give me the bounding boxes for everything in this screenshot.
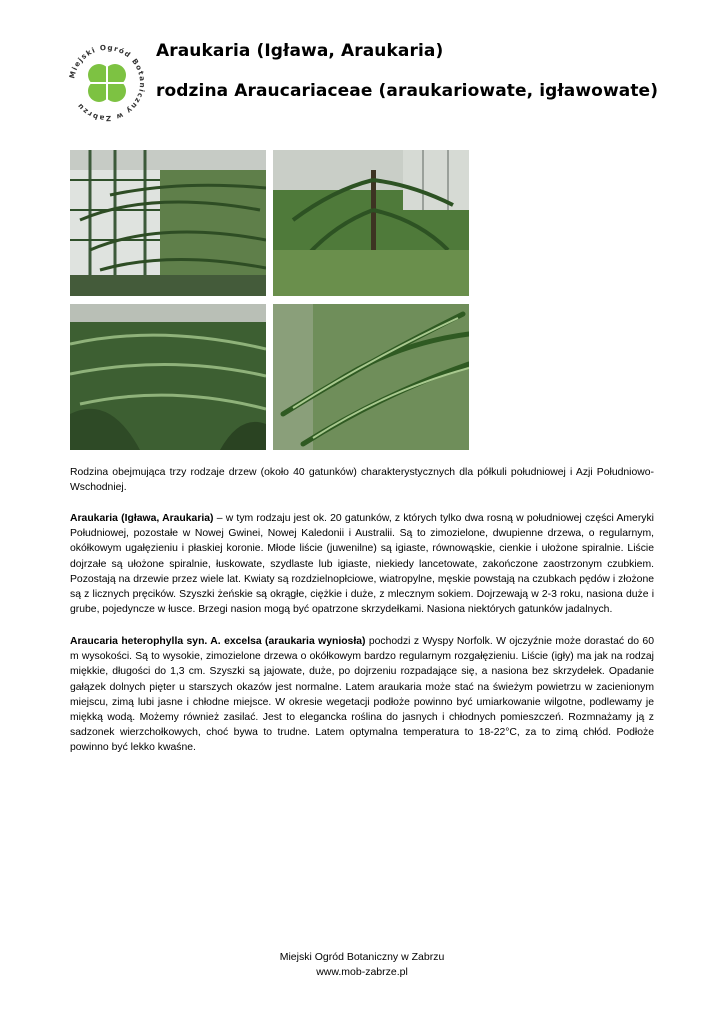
genus-lead: Araukaria (Igława, Araukaria) bbox=[70, 513, 214, 524]
page-subtitle: rodzina Araucariaceae (araukariowate, igławowate) bbox=[156, 81, 659, 101]
intro-text: Rodzina obejmująca trzy rodzaje drzew (około 40 gatunków) charakterystycznych dla półkuli południowej i Azji Południowo-Wschodniej. bbox=[70, 467, 654, 494]
araucaria-photo-tree bbox=[273, 150, 469, 296]
page-title: Araukaria (Igława, Araukaria) bbox=[156, 41, 444, 61]
genus-text: – w tym rodzaju jest ok. 20 gatunków, z których tylko dwa rosną w południowej części Ameryki Południowej, pozostałe w Nowej Gwinei, Nowej Kaledonii i Australii. Są to zimozielone, dwupienne drzewa, o regularnym, okółkowym ugałęzieniu i płaskiej koronie. Młode liście (juwenilne) są igiaste, równowąskie, cienkie i ułożone spiralnie. Liście dojrzałe są ułożone spiralnie, łuskowate, szydlaste lub igiaste, niekiedy lancetowate, zakończone zaostrzonym czubkiem. Pozostają na drzewie przez wiele lat. Kwiaty są rozdzielnopłciowe, wiatropylne, męskie powstają na czubkach pędów i złożone są z licznych pręcików. Szyszki żeńskie są okrągłe, ciężkie i duże, z mlecznym sokiem. Dojrzewają w 2-3 roku, nasiona duże i grube, pojedyncze w łusce. Brzegi nasion mogą być opatrzone skrzydełkami. Nasiona niektórych gatunków jadalnych. bbox=[70, 513, 654, 616]
species-lead: Araucaria heterophylla syn. A. excelsa (araukaria wyniosła) bbox=[70, 636, 366, 647]
species-paragraph bbox=[70, 634, 654, 756]
araucaria-photo-branches bbox=[70, 304, 266, 450]
intro-paragraph bbox=[70, 465, 654, 495]
species-text: pochodzi z Wyspy Norfolk. W ojczyźnie może dorastać do 60 m wysokości. Są to wysokie, zimozielone drzewa o okółkowym bardzo regularnym rozgałęzieniu. Liście (igły) ma jak na rodzaj miękkie, długości do 1,3 cm. Szyszki są jajowate, duże, po dojrzeniu rozpadające się, a nasiona bez skrzydełek. Opadanie gałązek dolnych pięter u starszych okazów jest normalne. Latem araukaria może stać na świeżym powietrzu w zacienionym miejscu, zimą lubi jasne i chłodne miejsce. W okresie wegetacji podłoże powinno być umiarkowanie wilgotne, podlewamy je miękką wodą. Możemy również zasilać. Jest to elegancka roślina do jasnych i chłodnych pomieszczeń. Rozmnażamy ją z sadzonek wierzchołkowych, choć bywa to trudne. Latem optymalna temperatura to 18-22°C, za to zimą chłód. Podłoże powinno być lekko kwaśne. bbox=[70, 636, 654, 754]
clover-icon bbox=[86, 62, 128, 104]
footer-org-name: Miejski Ogród Botaniczny w Zabrzu bbox=[279, 951, 445, 963]
genus-paragraph bbox=[70, 511, 654, 617]
logo-text: Miejski Ogród Botaniczny w Zabrzu bbox=[67, 42, 148, 124]
araucaria-photo-closeup bbox=[273, 304, 469, 450]
footer-website-link[interactable]: www.mob-zabrze.pl bbox=[316, 966, 408, 978]
garden-logo bbox=[66, 42, 148, 124]
araucaria-photo-greenhouse bbox=[70, 150, 266, 296]
